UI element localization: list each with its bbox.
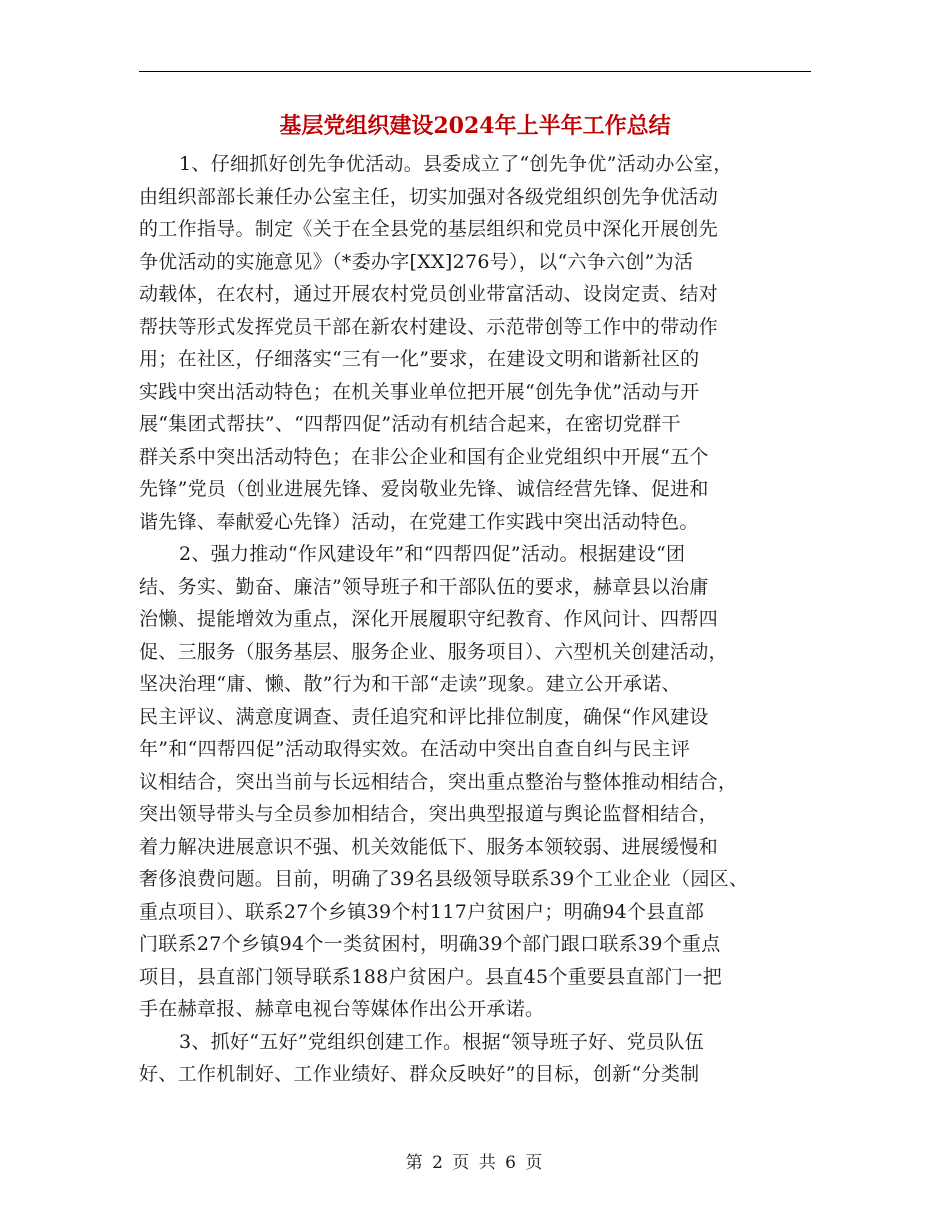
body-line: 的工作指导。制定《关于在全县党的基层组织和党员中深化开展创先 — [139, 218, 719, 240]
body-line: 着力解决进展意识不强、机关效能低下、服务本领较弱、进展缓慢和 — [139, 835, 719, 858]
page-number-footer: 第 2 页 共 6 页 — [405, 1153, 545, 1173]
body-line: 实践中突出活动特色；在机关事业单位把开展“创先争优”活动与开 — [139, 380, 700, 403]
body-line: 门联系27个乡镇94个一类贫困村，明确39个部门跟口联系39个重点 — [139, 933, 721, 955]
body-line: 促、三服务（服务基层、服务企业、服务项目）、六型机关创建活动， — [139, 640, 728, 663]
body-line: 3、抓好“五好”党组织创建工作。根据“领导班子好、党员队伍 — [179, 1030, 704, 1053]
body-line: 年”和“四帮四促”活动取得实效。在活动中突出自查自纠与民主评 — [139, 738, 691, 760]
body-line: 手在赫章报、赫章电视台等媒体作出公开承诺。 — [139, 998, 545, 1020]
document-body — [139, 148, 811, 1091]
body-line: 突出领导带头与全员参加相结合，突出典型报道与舆论监督相结合， — [139, 803, 719, 825]
body-line: 谐先锋、奉献爱心先锋）活动，在党建工作实践中突出活动特色。 — [139, 510, 699, 533]
body-line: 2、强力推动“作风建设年”和“四帮四促”活动。根据建设“团 — [179, 543, 686, 565]
body-line: 好、工作机制好、工作业绩好、群众反映好”的目标，创新“分类制 — [139, 1063, 700, 1085]
body-line: 议相结合，突出当前与长远相结合，突出重点整治与整体推动相结合， — [139, 770, 738, 793]
body-line: 帮扶等形式发挥党员干部在新农村建设、示范带创等工作中的带动作 — [139, 315, 719, 338]
body-line: 坚决治理“庸、懒、散”行为和干部“走读”现象。建立公开承诺、 — [139, 673, 681, 695]
body-line: 动载体，在农村，通过开展农村党员创业带富活动、设岗定责、结对 — [139, 283, 719, 305]
body-line: 用；在社区，仔细落实“三有一化”要求，在建设文明和谐新社区的 — [139, 348, 700, 370]
body-line: 治懒、提能增效为重点，深化开展履职守纪教育、作风问计、四帮四 — [139, 608, 719, 630]
body-line: 结、务实、勤奋、廉洁”领导班子和干部队伍的要求，赫章县以治庸 — [139, 575, 709, 598]
header-rule — [139, 71, 811, 72]
body-line: 争优活动的实施意见》（*委办字[XX]276号），以“六争六创”为活 — [139, 250, 694, 273]
body-line: 重点项目）、联系27个乡镇39个村117户贫困户；明确94个县直部 — [139, 900, 705, 923]
body-line: 民主评议、满意度调查、责任追究和评比排位制度，确保“作风建设 — [139, 705, 709, 728]
body-line: 群关系中突出活动特色；在非公企业和国有企业党组织中开展“五个 — [139, 445, 709, 468]
body-line: 由组织部部长兼任办公室主任，切实加强对各级党组织创先争优活动 — [139, 185, 719, 208]
body-line: 项目，县直部门领导联系188户贫困户。县直45个重要县直部门一把 — [139, 965, 723, 988]
document-title: 基层党组织建设2024年上半年工作总结 — [279, 113, 671, 139]
body-line: 1、仔细抓好创先争优活动。县委成立了“创先争优”活动办公室， — [179, 153, 733, 175]
body-line: 先锋”党员（创业进展先锋、爱岗敬业先锋、诚信经营先锋、促进和 — [139, 478, 709, 500]
body-line: 展“集团式帮扶”、“四帮四促”活动有机结合起来，在密切党群干 — [139, 413, 681, 435]
body-line: 奢侈浪费问题。目前，明确了39名县级领导联系39个工业企业（园区、 — [139, 868, 749, 890]
